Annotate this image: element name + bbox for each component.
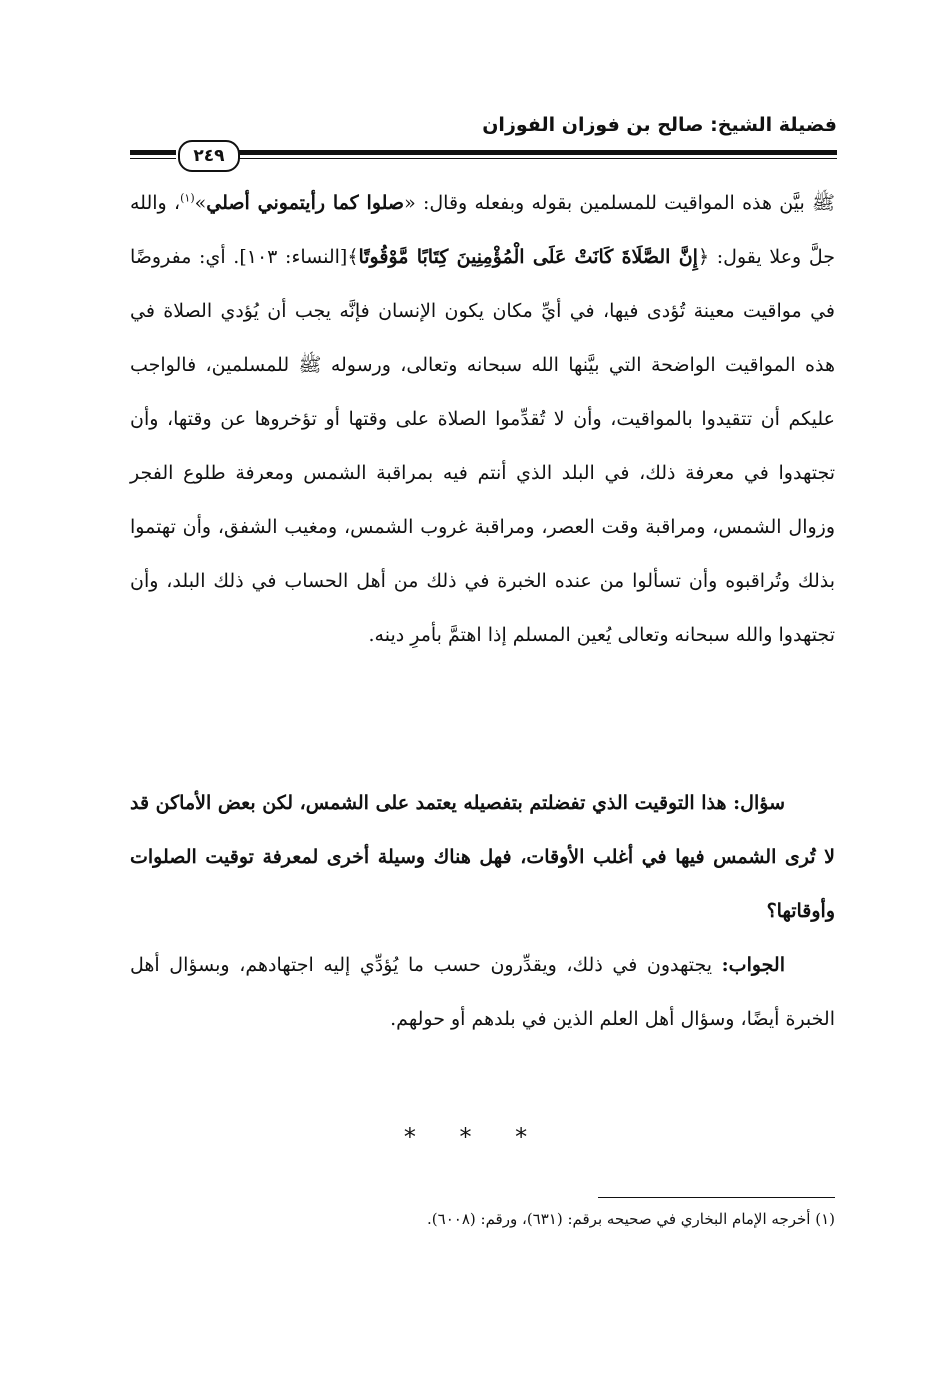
p1-text-d: ﴾[النساء: ١٠٣]. أي: مفروضًا في مواقيت معينة تُؤدى فيها، في أيِّ مكان يكون الإنسان فإنَّه يجب أن يُؤدي الصلاة في هذه المواقيت الواضحة التي بيَّنها الله سبحانه وتعالى، ورسوله ﷺ للمسلمين، فالواجب عليكم أن تتقيدوا بالمواقيت، وأن لا تُقدِّموا الصلاة على وقتها أو تؤخروها عن وقتها، وأن تجتهدوا في معرفة ذلك، في البلد الذي أنتم فيه بمراقبة الشمس ومعرفة طلوع الفجر وزوال الشمس، ومراقبة وقت العصر، ومراقبة غروب الشمس، ومغيب الشفق، وأن تهتموا بذلك وتُراقبوه وأن تسألوا من عنده الخبرة في ذلك من أهل الحساب في ذلك البلد، وأن تجتهدوا والله سبحانه وتعالى يُعين المسلم إذا اهتمَّ بأمرِ دينه. [130,246,835,646]
p1-text-c: ، والله جلَّ وعلا يقول: ﴿ [130,192,836,268]
header-rule-left-thin [130,158,176,159]
header-rule-left [130,150,176,155]
quran-verse: إِنَّ الصَّلَاةَ كَانَتْ عَلَى الْمُؤْمِنِينَ كِتَابًا مَّوْقُوتًا [358,246,698,268]
page-number-badge [178,140,240,172]
paragraph-main [130,176,835,662]
footnote: (١) أخرجه الإمام البخاري في صحيحه برقم: (٦٣١)، ورقم: (٦٠٠٨). [427,1210,835,1228]
answer-label: الجواب: [721,954,785,976]
footnote-rule [598,1197,835,1198]
page-number: ٢٤٩ [193,146,225,166]
answer-text: يجتهدون في ذلك، ويقدِّرون حسب ما يُؤدِّي إليه اجتهادهم، وبسؤال أهل الخبرة أيضًا، وسؤال أهل العلم الذين في بلدهم أو حولهم. [130,954,835,1030]
hadith-quote: صلوا كما رأيتموني أصلي [206,192,405,214]
question-paragraph: سؤال: هذا التوقيت الذي تفضلتم بتفصيله يعتمد على الشمس، لكن بعض الأماكن قد لا تُرى الشمس فيها في أغلب الأوقات، فهل هناك وسيلة أخرى لمعرفة توقيت الصلوات وأوقاتها؟ [130,792,835,922]
answer-paragraph [130,938,835,1046]
footnote-marker: (١) [180,191,195,205]
header-rule [238,150,837,155]
section-separator: * * * [403,1123,546,1151]
header-rule-thin [238,158,837,159]
p1-text-a: ﷺ بيَّن هذه المواقيت للمسلمين بقوله وبفعله وقال: « [404,192,835,214]
page-header-title: فضيلة الشيخ: صالح بن فوزان الفوزان [482,114,837,136]
p1-text-b: » [194,192,207,214]
